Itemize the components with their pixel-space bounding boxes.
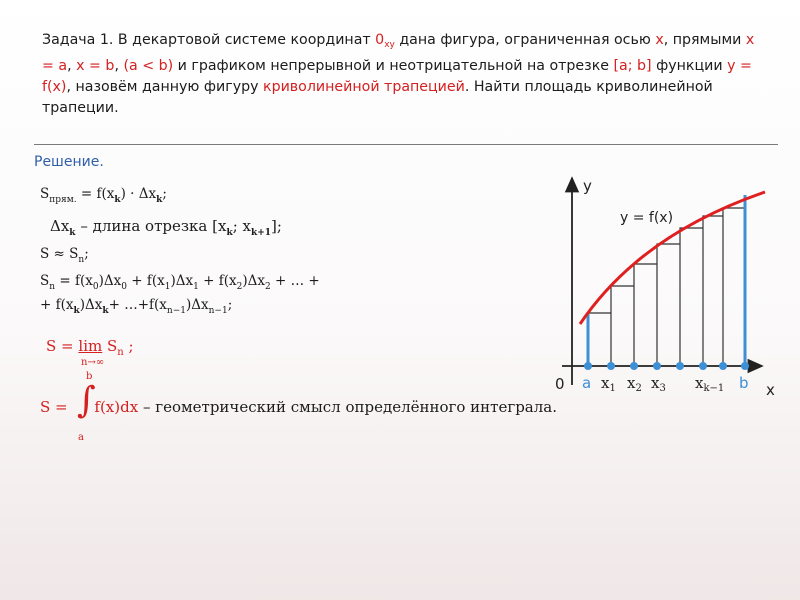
axis-name: x xyxy=(655,32,664,48)
limit-condition: n→∞ xyxy=(81,357,105,368)
task-text: и графиком непрерывной и неотрицательной на отрезке xyxy=(173,58,614,74)
origin-label: 0 xyxy=(555,375,565,393)
task-text: , xyxy=(67,58,77,74)
task-text: дана фигура, ограниченная осью xyxy=(394,32,656,48)
task-text: . Найти площадь криволинейной трапеции. xyxy=(42,79,713,116)
tick-b: b xyxy=(739,374,749,392)
formula-rect-area: $S_{прям.} = f(x_k) \cdot \Delta x_k$; xyxy=(40,186,167,205)
integral-sign: ∫ xyxy=(77,380,96,421)
point-a xyxy=(584,362,592,370)
point-x1 xyxy=(607,362,615,370)
tick-a: a xyxy=(582,374,592,392)
segment: [a; b] xyxy=(613,58,652,74)
curve-label: y = f(x) xyxy=(620,210,674,226)
y-axis-label: y xyxy=(583,177,592,195)
formula-sum-line1: $S_n = f(x_0)\Delta x_0 + f(x_1)\Delta x_1 + f(x_2)\Delta x_2$ + … + xyxy=(40,273,320,292)
term-curvilinear-trapezoid: криволинейной трапецией xyxy=(263,79,465,95)
tick-x2: $x_2$ xyxy=(627,374,642,394)
task-number: Задача 1. xyxy=(42,32,114,48)
formula-segment-length: $\Delta x_k$ – длина отрезка [$x_k$; $x_{k+1}$]; xyxy=(50,217,282,238)
line-eq-a: x = a xyxy=(42,32,755,74)
point-b xyxy=(741,362,749,370)
solution-heading: Решение. xyxy=(34,154,104,170)
line-eq-b: x = b xyxy=(76,58,115,74)
point-x2 xyxy=(630,362,638,370)
formula-integral: S = f(x)dx – геометрический смысл определённого интеграла. xyxy=(40,398,557,416)
point-x6 xyxy=(719,362,727,370)
function-name: y = f(x) xyxy=(42,58,752,95)
formula-sum-line2: + $f(x_k)\Delta x_k+$ $\dots+f(x_{n-1})\Delta x_{n-1}$; xyxy=(40,297,233,316)
x-axis-label: x xyxy=(766,381,775,399)
tick-x1: $x_1$ xyxy=(601,374,616,394)
task-text: , xyxy=(114,58,124,74)
tick-xk1: $x_{k-1}$ xyxy=(695,374,725,394)
task-text: , прямыми xyxy=(663,32,746,48)
tick-x3: $x_3$ xyxy=(651,374,666,394)
integral-lower-limit: a xyxy=(78,432,84,443)
task-text: функции xyxy=(651,58,728,74)
formula-limit: $S = \lim S_n$ ; xyxy=(46,337,134,358)
coordinate-system: $0_{xy}$ xyxy=(375,32,395,50)
task-text: В декартовой системе координат xyxy=(113,32,376,48)
formula-approx: $S \approx S_n$; xyxy=(40,246,89,265)
integral-upper-limit: b xyxy=(86,371,93,382)
point-x4 xyxy=(676,362,684,370)
condition: (a < b) xyxy=(123,58,174,74)
point-xk1 xyxy=(699,362,707,370)
point-x3 xyxy=(653,362,661,370)
task-text: , назовём данную фигуру xyxy=(66,79,264,95)
